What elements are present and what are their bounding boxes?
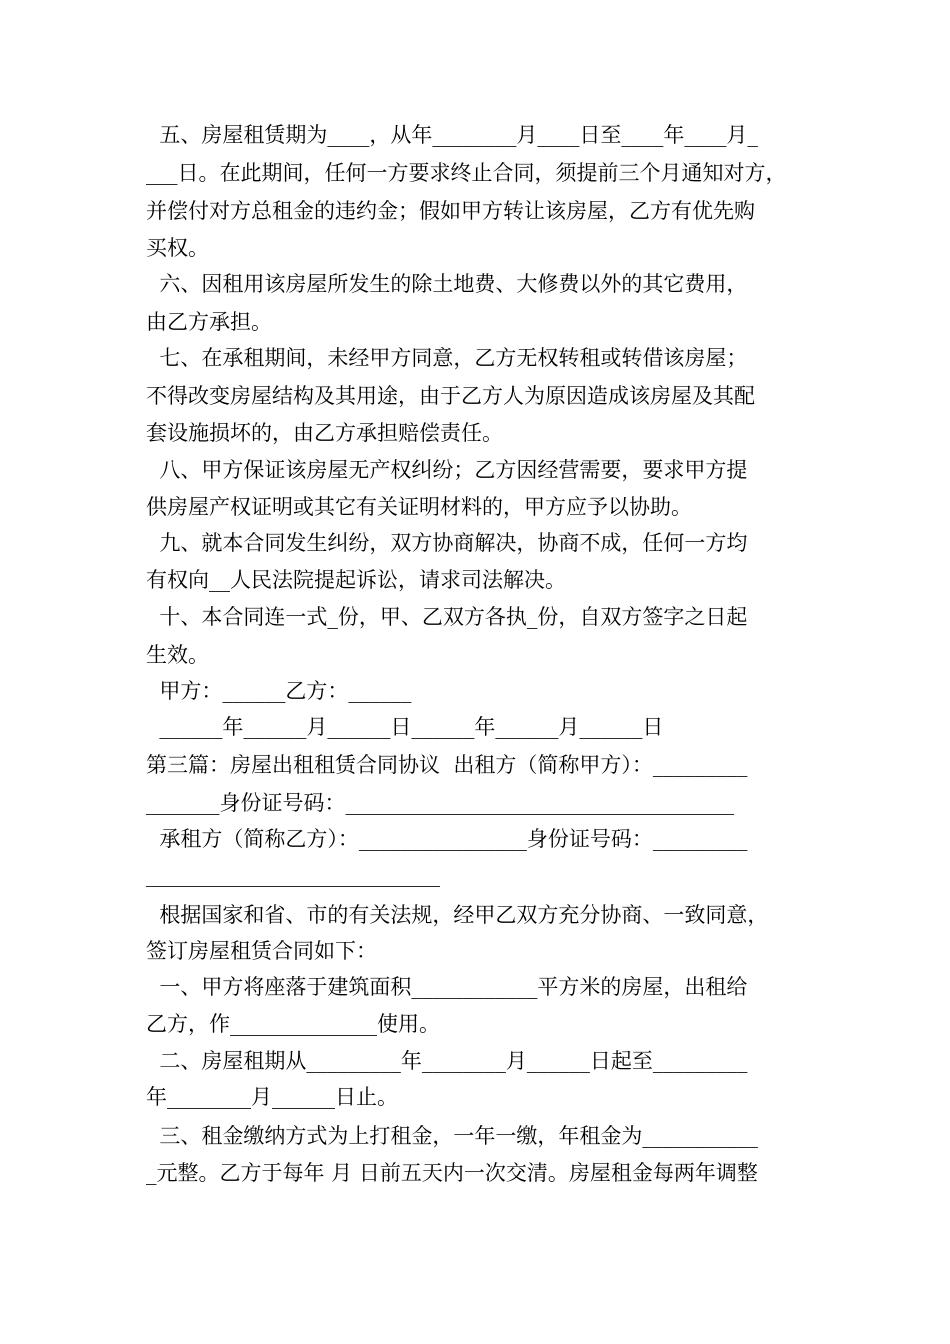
text-line: 九、就本合同发生纠纷，双方协商解决，协商不成，任何一方均 xyxy=(146,531,748,555)
text-line: 并偿付对方总租金的违约金；假如甲方转让该房屋，乙方有优先购 xyxy=(146,199,755,223)
text-line: 八、甲方保证该房屋无产权纠纷；乙方因经营需要，要求甲方提 xyxy=(146,458,748,482)
text-line: 根据国家和省、市的有关法规，经甲乙双方充分协商、一致同意， xyxy=(146,903,769,927)
text-line: ____________________________ xyxy=(146,863,440,887)
text-line: 一、甲方将座落于建筑面积____________平方米的房屋，出租给 xyxy=(146,975,748,999)
text-line: _元整。乙方于每年 月 日前五天内一次交清。房屋租金每两年调整 xyxy=(146,1161,758,1185)
text-line: 六、因租用该房屋所发生的除土地费、大修费以外的其它费用， xyxy=(146,272,748,296)
text-line: 有权向__人民法院提起诉讼，请求司法解决。 xyxy=(146,568,566,592)
text-line: 不得改变房屋结构及其用途，由于乙方人为原因造成该房屋及其配 xyxy=(146,384,755,408)
text-line: 年________月______日止。 xyxy=(146,1085,398,1109)
text-line: 由乙方承担。 xyxy=(146,310,272,334)
signature-line: 甲方：______乙方：______ xyxy=(146,679,412,703)
text-line: 乙方，作______________使用。 xyxy=(146,1012,440,1036)
text-line: 七、在承租期间，未经甲方同意，乙方无权转租或转借该房屋； xyxy=(146,346,748,370)
date-line: ______年______月______日______年______月______日 xyxy=(146,715,664,739)
text-line: 二、房屋租期从_________年________月______日起至_________ xyxy=(146,1049,748,1073)
text-line: ___日。在此期间，任何一方要求终止合同，须提前三个月通知对方， xyxy=(146,161,787,185)
text-line: _______身份证号码：_____________________________________ xyxy=(146,791,734,815)
text-line: 三、租金缴纳方式为上打租金，一年一缴，年租金为___________ xyxy=(146,1124,758,1148)
text-line: 买权。 xyxy=(146,236,209,260)
text-line: 签订房屋租赁合同如下： xyxy=(146,939,377,963)
text-line: 五、房屋租赁期为____，从年________月____日至____年____月_ xyxy=(146,123,758,147)
section-heading-line: 第三篇：房屋出租租赁合同协议 出租方（简称甲方）：_________ xyxy=(146,753,748,777)
text-line: 套设施损坏的，由乙方承担赔偿责任。 xyxy=(146,421,503,445)
text-line: 十、本合同连一式_份，甲、乙双方各执_份，自双方签字之日起 xyxy=(146,605,748,629)
text-line: 供房屋产权证明或其它有关证明材料的，甲方应予以协助。 xyxy=(146,495,692,519)
text-line: 承租方（简称乙方）：________________身份证号码：_________ xyxy=(146,827,748,851)
text-line: 生效。 xyxy=(146,643,209,667)
